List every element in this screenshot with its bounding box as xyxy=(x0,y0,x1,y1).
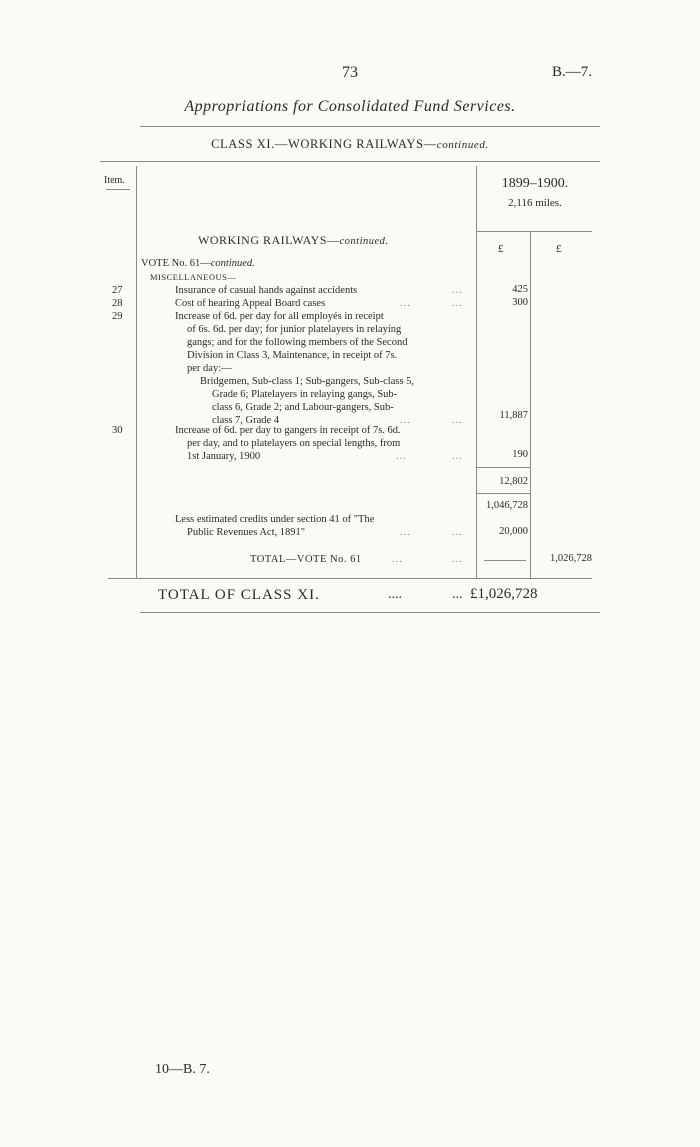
item-number: 29 xyxy=(112,311,123,322)
leader-dots: ... xyxy=(452,527,463,538)
credits-amount: 20,000 xyxy=(499,526,528,537)
class-total-label: TOTAL OF CLASS XI. xyxy=(158,587,320,603)
page-number: 73 xyxy=(342,64,358,81)
misc-heading: MISCELLANEOUS— xyxy=(150,272,237,282)
leader-dots: ... xyxy=(392,554,403,565)
item-number: 30 xyxy=(112,425,123,436)
year-header: 1899–1900. xyxy=(501,176,569,191)
section-title: WORKING RAILWAYS—continued. xyxy=(198,233,389,247)
gross-total-amount: 1,046,728 xyxy=(486,500,528,511)
vote-total-amount: 1,026,728 xyxy=(550,553,592,564)
item-description-line: 1st January, 1900 xyxy=(187,451,261,462)
item-amount: 190 xyxy=(512,449,528,460)
subtotal-rule xyxy=(476,467,530,468)
subtotal-amount: 12,802 xyxy=(499,476,528,487)
leader-dots: ... xyxy=(400,298,411,309)
item-description-line: Grade 6; Platelayers in relaying gangs, Sub- xyxy=(212,389,398,400)
gross-total-rule xyxy=(476,493,530,494)
leader-dots: ... xyxy=(452,554,463,565)
document-reference: B.—7. xyxy=(551,64,592,80)
credits-description-line: Less estimated credits under section 41 of "The xyxy=(175,514,375,525)
item-amount: 425 xyxy=(512,284,528,295)
pound-symbol-total: £ xyxy=(556,243,562,255)
class-total-amount: £1,026,728 xyxy=(470,586,538,602)
leader-dots: ... xyxy=(396,451,407,462)
class-total-rule xyxy=(140,612,600,613)
item-number: 28 xyxy=(112,298,123,309)
leader-dots: ... xyxy=(400,527,411,538)
item-description: Insurance of casual hands against accidents xyxy=(175,285,358,296)
item-header-underline xyxy=(106,189,130,190)
item-description-line: of 6s. 6d. per day; for junior platelayers in relaying xyxy=(187,324,402,335)
item-description-line: per day:— xyxy=(187,363,232,374)
class-total-dots: .... xyxy=(388,587,402,602)
table-bottom-rule xyxy=(108,578,592,579)
page-footer: 10—B. 7. xyxy=(155,1062,210,1077)
vote-label: VOTE No. 61—continued. xyxy=(141,258,255,269)
miles-header: 2,116 miles. xyxy=(508,197,562,209)
year-header-underline xyxy=(476,231,592,232)
item-column-header: Item. xyxy=(104,175,125,186)
item-description-line: Division in Class 3, Maintenance, in receipt of 7s. xyxy=(187,350,398,361)
vote-total-dash xyxy=(484,560,526,561)
leader-dots: ... xyxy=(452,285,463,296)
item-description-line: class 7, Grade 4 xyxy=(212,415,280,426)
item-amount: 11,887 xyxy=(499,410,528,421)
leader-dots: ... xyxy=(452,298,463,309)
leader-dots: ... xyxy=(452,415,463,426)
item-column-divider xyxy=(136,166,137,579)
item-description: Cost of hearing Appeal Board cases xyxy=(175,298,326,309)
item-amount: 300 xyxy=(512,297,528,308)
description-column-divider xyxy=(476,166,477,579)
class-title: CLASS XI.—WORKING RAILWAYS—continued. xyxy=(211,137,489,151)
item-description-line: class 6, Grade 2; and Labour-gangers, Sub- xyxy=(212,402,394,413)
amount-column-divider xyxy=(530,232,531,579)
leader-dots: ... xyxy=(400,415,411,426)
item-description-line: Increase of 6d. per day to gangers in receipt of 7s. 6d. xyxy=(175,425,401,436)
vote-total-label: TOTAL—VOTE No. 61 xyxy=(250,554,362,565)
page-subtitle: Appropriations for Consolidated Fund Services. xyxy=(184,98,516,115)
item-description-line: Increase of 6d. per day for all employés in receipt xyxy=(175,311,384,322)
pound-symbol-detail: £ xyxy=(498,243,504,255)
leader-dots: ... xyxy=(452,451,463,462)
item-description-line: Bridgemen, Sub-class 1; Sub-gangers, Sub-class 5, xyxy=(200,376,415,387)
credits-description-line: Public Revenues Act, 1891" xyxy=(187,527,306,538)
class-total-dots: ... xyxy=(452,587,463,602)
item-description-line: per day, and to platelayers on special lengths, from xyxy=(187,438,401,449)
item-number: 27 xyxy=(112,285,123,296)
item-description-line: gangs; and for the following members of the Second xyxy=(187,337,408,348)
class-rule xyxy=(100,161,600,162)
header-rule xyxy=(140,126,600,127)
